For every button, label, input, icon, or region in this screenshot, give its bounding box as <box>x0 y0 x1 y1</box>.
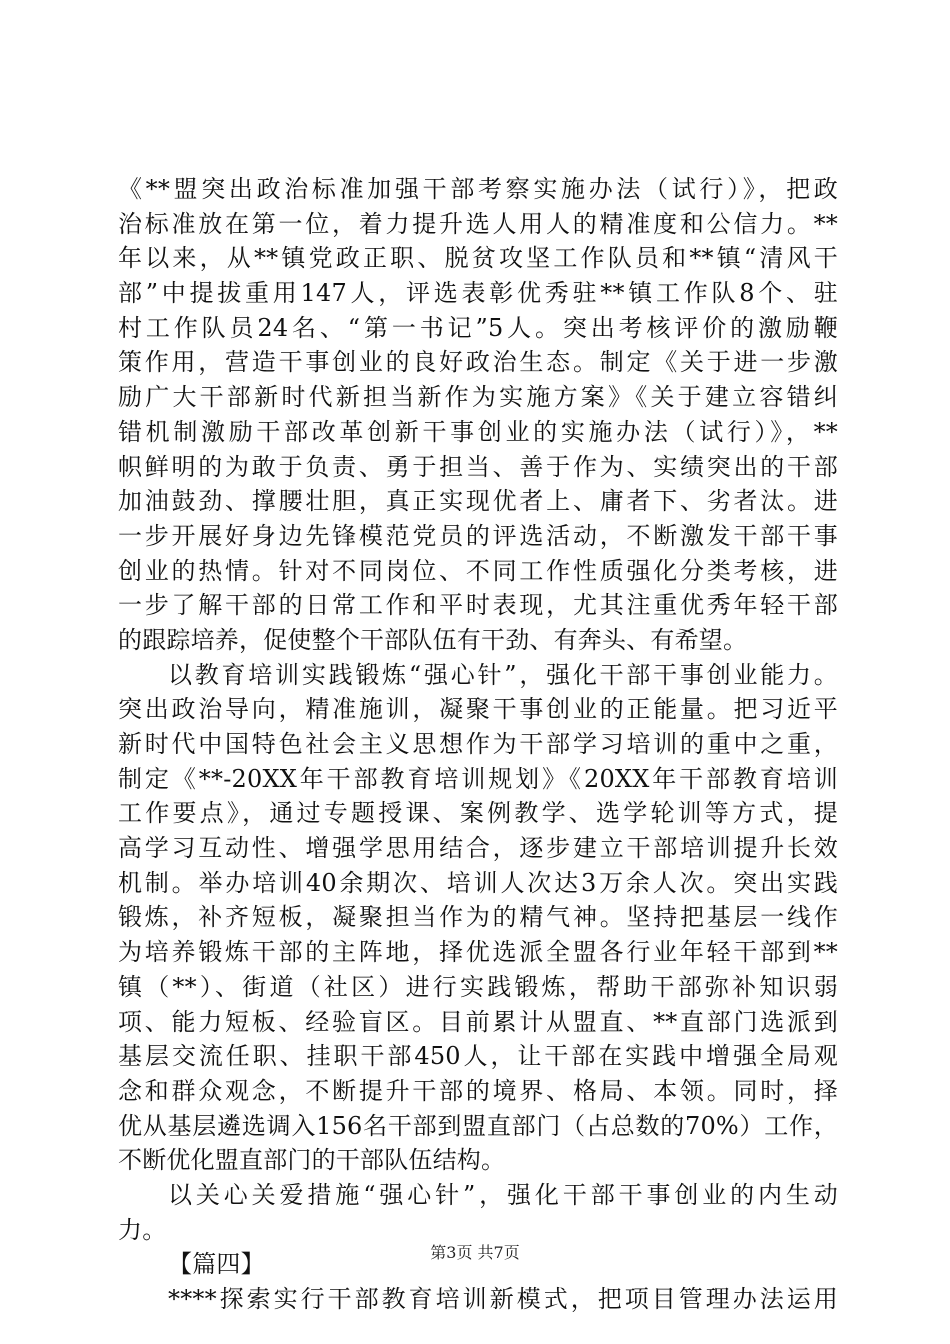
text-line: 一步了解干部的日常工作和平时表现，尤其注重优秀年轻干部 <box>118 591 838 620</box>
paragraph-heading-line: 以教育培训实践锻炼“强心针”，强化干部干事创业能力。 <box>168 660 838 689</box>
text-line: 镇（**）、街道（社区）进行实践锻炼，帮助干部弥补知识弱 <box>118 972 838 1001</box>
text-line: 励广大干部新时代新担当新作为实施方案》《关于建立容错纠 <box>118 383 838 412</box>
text-line: 一步开展好身边先锋模范党员的评选活动，不断激发干部干事 <box>118 521 838 550</box>
section-heading: 【篇四】 <box>168 1250 265 1279</box>
text-line: 高学习互动性、增强学思用结合，逐步建立干部培训提升长效 <box>118 834 838 863</box>
page-footer: 第3页 共7页 <box>430 1243 520 1262</box>
text-line: 念和群众观念，不断提升干部的境界、格局、本领。同时，择 <box>118 1076 838 1105</box>
text-line: 错机制激励干部改革创新干事创业的实施办法（试行）》，** <box>118 417 838 446</box>
text-line: 《**盟突出政治标准加强干部考察实施办法（试行）》，把政 <box>118 175 838 203</box>
text-line: 治标准放在第一位，着力提升选人用人的精准度和公信力。** <box>118 209 838 238</box>
text-line: 突出政治导向，精准施训，凝聚干事创业的正能量。把习近平 <box>118 695 838 724</box>
text-line: 制定《**-20XX年干部教育培训规划》《20XX年干部教育培训 <box>118 764 838 793</box>
paragraph-heading-line: 以关心关爱措施“强心针”，强化干部干事创业的内生动 <box>168 1180 838 1209</box>
text-line: 策作用，营造干事创业的良好政治生态。制定《关于进一步激 <box>118 348 838 377</box>
text-line: 加油鼓劲、撑腰壮胆，真正实现优者上、庸者下、劣者汰。进 <box>118 487 838 516</box>
text-line: 新时代中国特色社会主义思想作为干部学习培训的重中之重， <box>118 730 838 758</box>
text-line: 村工作队员24名、“第一书记”5人。突出考核评价的激励鞭 <box>118 313 838 342</box>
text-line: 不断优化盟直部门的干部队伍结构。 <box>118 1146 506 1175</box>
text-line: 年以来，从**镇党政正职、脱贫攻坚工作队员和**镇“清风干 <box>118 244 838 273</box>
text-line: 部”中提拔重用147人，评选表彰优秀驻**镇工作队8个、驻 <box>118 279 838 308</box>
text-line: 锻炼，补齐短板，凝聚担当作为的精气神。坚持把基层一线作 <box>118 903 838 932</box>
text-line: 机制。举办培训40余期次、培训人次达3万余人次。突出实践 <box>118 868 838 897</box>
text-line: 帜鲜明的为敢于负责、勇于担当、善于作为、实绩突出的干部 <box>118 452 838 481</box>
text-line: 工作要点》，通过专题授课、案例教学、选学轮训等方式，提 <box>118 799 838 828</box>
document-body <box>118 172 838 1317</box>
text-line: 力。 <box>118 1215 167 1244</box>
text-line: 为培养锻炼干部的主阵地，择优选派全盟各行业年轻干部到** <box>118 938 838 967</box>
text-line: 的跟踪培养，促使整个干部队伍有干劲、有奔头、有希望。 <box>118 625 748 654</box>
text-line: 基层交流任职、挂职干部450人，让干部在实践中增强全局观 <box>118 1042 838 1071</box>
text-line: 优从基层遴选调入156名干部到盟直部门（占总数的70%）工作， <box>118 1111 838 1140</box>
text-line: 项、能力短板、经验盲区。目前累计从盟直、**直部门选派到 <box>118 1007 838 1036</box>
text-line: 创业的热情。针对不同岗位、不同工作性质强化分类考核，进 <box>118 556 838 585</box>
text-line: ****探索实行干部教育培训新模式，把项目管理办法运用 <box>168 1285 838 1313</box>
